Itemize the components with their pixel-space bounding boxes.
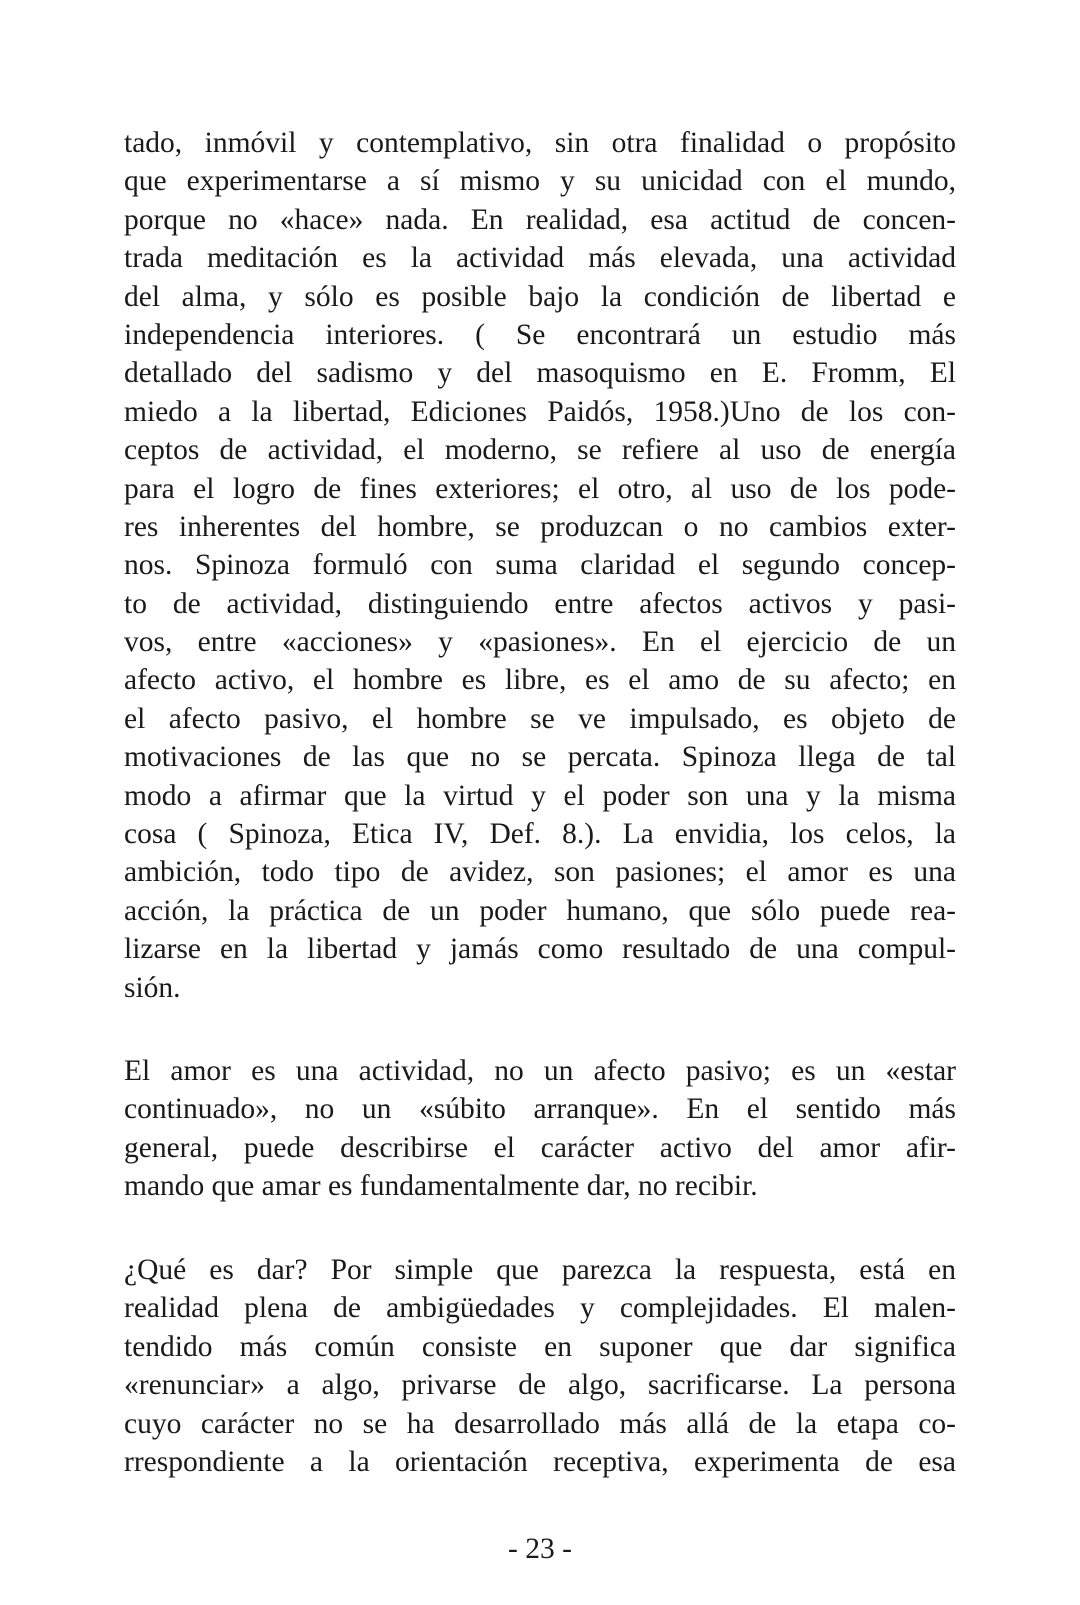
text-line: nos. Spinoza formuló con suma claridad el segundo concep- bbox=[124, 549, 956, 582]
text-line: vos, entre «acciones» y «pasiones». En el ejercicio de un bbox=[124, 626, 956, 659]
page-number: - 23 - bbox=[508, 1533, 572, 1565]
text-line: tendido más común consiste en suponer que dar significa bbox=[124, 1330, 956, 1363]
text-line: independencia interiores. ( Se encontrará un estudio más bbox=[124, 318, 956, 351]
text-line: porque no «hace» nada. En realidad, esa actitud de concen- bbox=[124, 203, 956, 236]
paragraph-3 bbox=[124, 1251, 956, 1481]
text-line: general, puede describirse el carácter activo del amor afir- bbox=[124, 1131, 956, 1164]
paragraph-2 bbox=[124, 1052, 956, 1206]
text-line: mando que amar es fundamentalmente dar, no recibir. bbox=[124, 1170, 758, 1203]
text-line: sión. bbox=[124, 971, 181, 1004]
text-line: miedo a la libertad, Ediciones Paidós, 1958.)Uno de los con- bbox=[124, 395, 956, 428]
text-line: modo a afirmar que la virtud y el poder son una y la misma bbox=[124, 779, 956, 812]
text-line: cosa ( Spinoza, Etica IV, Def. 8.). La envidia, los celos, la bbox=[124, 818, 956, 851]
paragraph-1 bbox=[124, 124, 956, 1007]
text-line: motivaciones de las que no se percata. Spinoza llega de tal bbox=[124, 741, 956, 774]
text-line: ¿Qué es dar? Por simple que parezca la respuesta, está en bbox=[124, 1254, 956, 1286]
text-line: ambición, todo tipo de avidez, son pasiones; el amor es una bbox=[124, 856, 956, 889]
text-line: realidad plena de ambigüedades y complejidades. El malen- bbox=[124, 1292, 956, 1325]
text-line: trada meditación es la actividad más elevada, una actividad bbox=[124, 242, 956, 275]
text-line: cuyo carácter no se ha desarrollado más allá de la etapa co- bbox=[124, 1407, 956, 1440]
text-line: detallado del sadismo y del masoquismo en E. Fromm, El bbox=[124, 357, 956, 390]
text-line: el afecto pasivo, el hombre se ve impulsado, es objeto de bbox=[124, 702, 956, 735]
text-line: «renunciar» a algo, privarse de algo, sacrificarse. La persona bbox=[124, 1369, 956, 1402]
text-line: lizarse en la libertad y jamás como resultado de una compul- bbox=[124, 933, 956, 966]
text-line: para el logro de fines exteriores; el otro, al uso de los pode- bbox=[124, 472, 956, 505]
text-line: rrespondiente a la orientación receptiva, experimenta de esa bbox=[124, 1445, 956, 1478]
text-line: del alma, y sólo es posible bajo la condición de libertad e bbox=[124, 280, 956, 313]
text-line: continuado», no un «súbito arranque». En el sentido más bbox=[124, 1093, 956, 1126]
text-line: acción, la práctica de un poder humano, que sólo puede rea- bbox=[124, 894, 956, 927]
text-line: tado, inmóvil y contemplativo, sin otra finalidad o propósito bbox=[124, 127, 956, 159]
text-line: res inherentes del hombre, se produzcan o no cambios exter- bbox=[124, 510, 956, 543]
text-line: El amor es una actividad, no un afecto pasivo; es un «estar bbox=[124, 1055, 956, 1087]
text-line: to de actividad, distinguiendo entre afectos activos y pasi- bbox=[124, 587, 956, 620]
text-line: que experimentarse a sí mismo y su unicidad con el mundo, bbox=[124, 165, 956, 198]
text-line: afecto activo, el hombre es libre, es el amo de su afecto; en bbox=[124, 664, 956, 697]
text-line: ceptos de actividad, el moderno, se refiere al uso de energía bbox=[124, 434, 956, 467]
